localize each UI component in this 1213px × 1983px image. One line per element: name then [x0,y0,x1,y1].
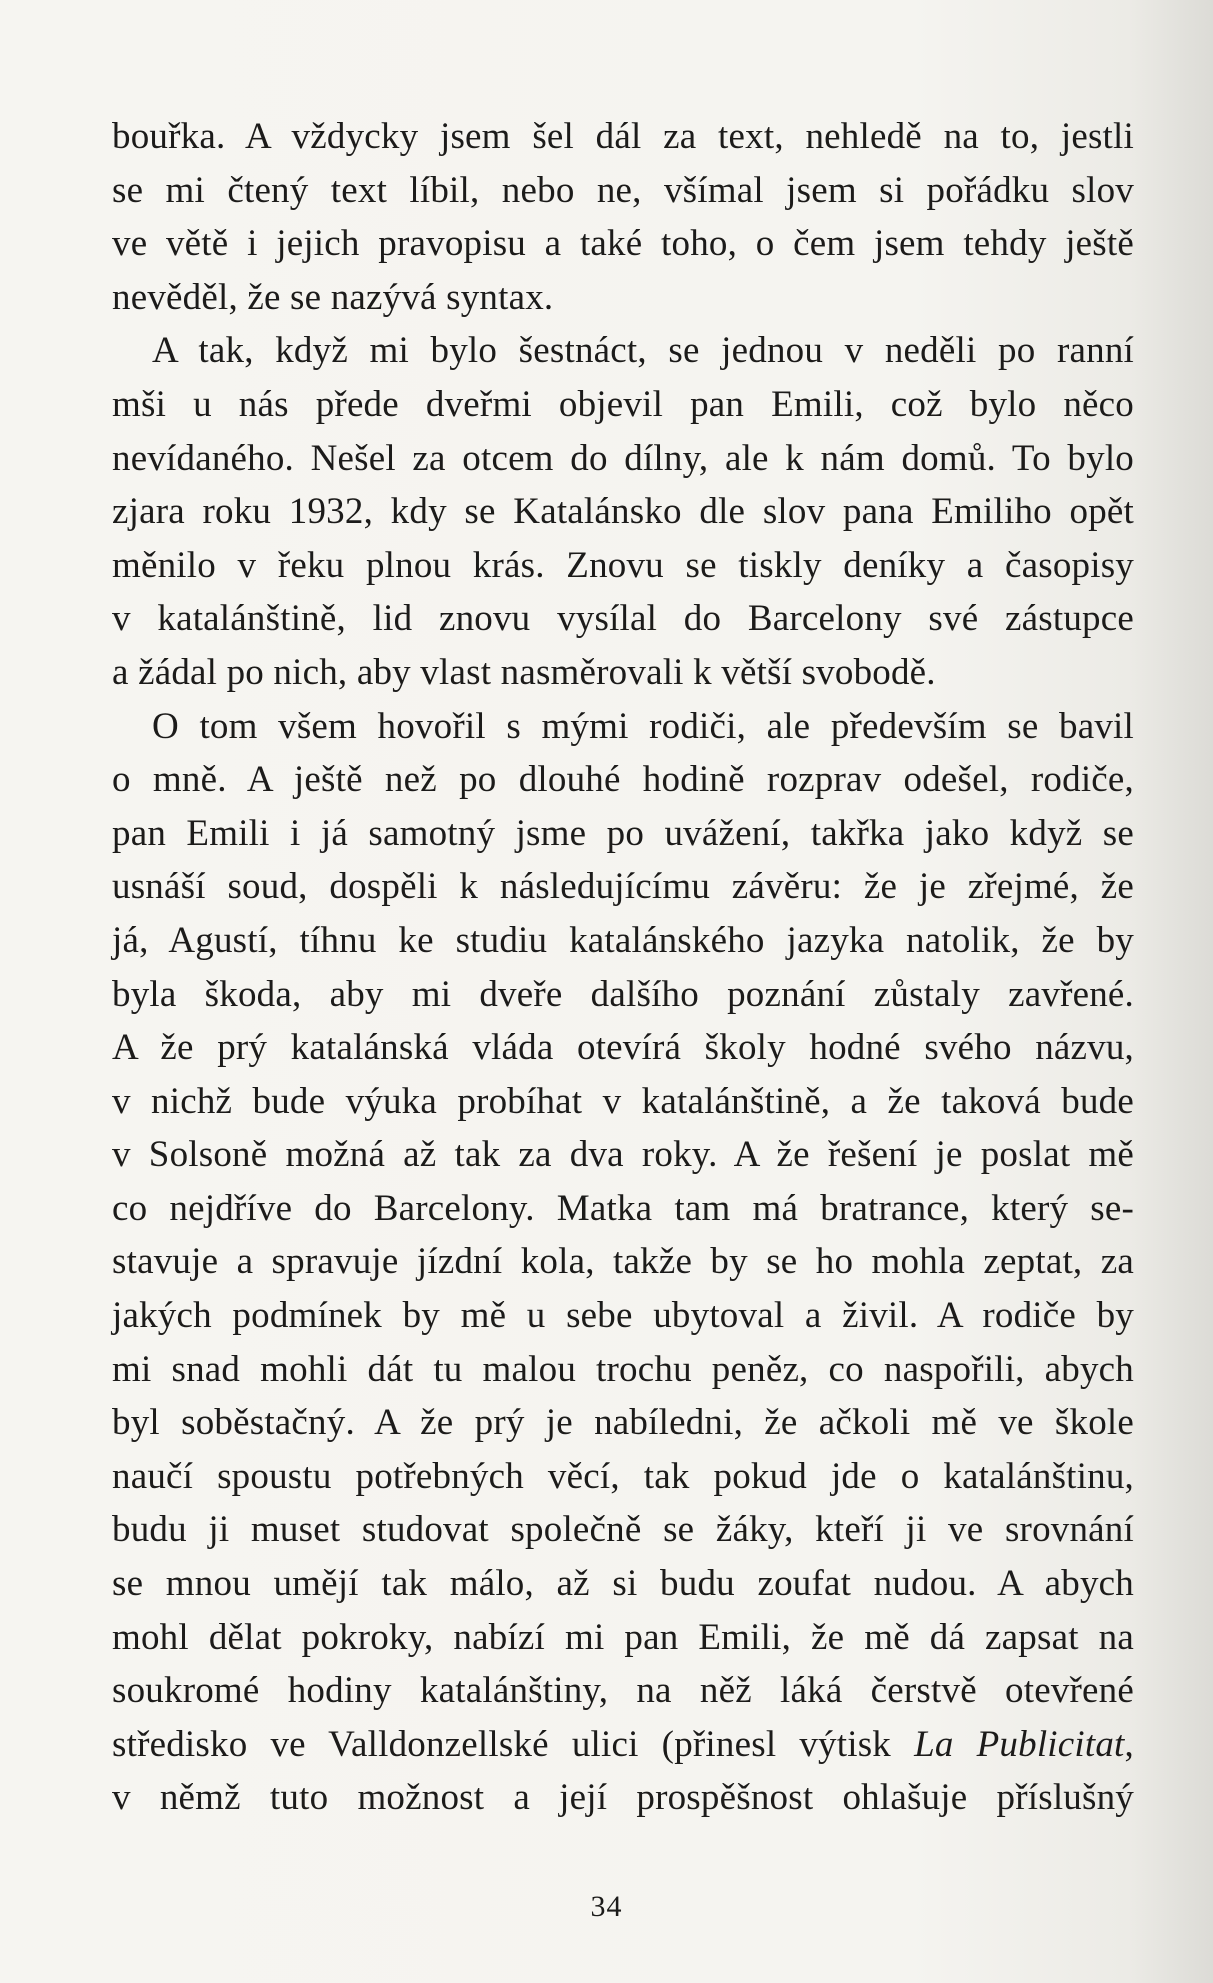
text-line: v němž tuto možnost a její prospěšnost ohlašuje příslušný [112,1777,1134,1819]
text-fragment: , [1124,1723,1134,1765]
text-line: v katalánštině, lid znovu vysílal do Barcelony své zástupce [112,598,1134,640]
text-line: byla škoda, aby mi dveře dalšího poznání zůstaly zavřené. [112,973,1134,1015]
text-line: se mi čtený text líbil, nebo ne, všímal jsem si pořádku slov [112,169,1134,211]
text-line: pan Emili i já samotný jsme po uvážení, takřka jako když se [112,812,1134,854]
text-line: v nichž bude výuka probíhat v katalánštině, a že taková bude [112,1080,1134,1122]
text-line: soukromé hodiny katalánštiny, na něž láká čerstvě otevřené [112,1670,1134,1712]
text-line: nevídaného. Nešel za otcem do dílny, ale k nám domů. To bylo [112,437,1134,479]
body-text [112,110,1134,1825]
text-line: jakých podmínek by mě u sebe ubytoval a živil. A rodiče by [112,1295,1134,1337]
text-line: měnilo v řeku plnou krás. Znovu se tiskly deníky a časopisy [112,544,1134,586]
text-line: mi snad mohli dát tu malou trochu peněz, co naspořili, abych [112,1348,1134,1390]
text-line [112,1718,1134,1772]
text-line: mohl dělat pokroky, nabízí mi pan Emili, že mě dá zapsat na [112,1616,1134,1658]
text-line: O tom všem hovořil s mými rodiči, ale především se bavil [152,705,1134,747]
text-line: v Solsoně možná až tak za dva roky. A že řešení je poslat mě [112,1134,1134,1176]
page-number: 34 [590,1890,623,1923]
text-line: o mně. A ještě než po dlouhé hodině rozprav odešel, rodiče, [112,759,1134,801]
text-line: zjara roku 1932, kdy se Katalánsko dle slov pana Emiliho opět [112,491,1134,533]
text-line: naučí spoustu potřebných věcí, tak pokud jde o katalánštinu, [112,1455,1134,1497]
text-line: stavuje a spravuje jízdní kola, takže by se ho mohla zeptat, za [112,1241,1134,1283]
text-line: A tak, když mi bylo šestnáct, se jednou v neděli po ranní [152,330,1134,372]
text-line: já, Agustí, tíhnu ke studiu katalánského jazyka natolik, že by [112,919,1134,961]
text-line: ve větě i jejich pravopisu a také toho, o čem jsem tehdy ještě [112,223,1134,265]
text-line: a žádal po nich, aby vlast nasměrovali k větší svobodě. [112,651,936,693]
text-line: nevěděl, že se nazývá syntax. [112,276,554,318]
text-line: budu ji muset studovat společně se žáky, kteří ji ve srovnání [112,1509,1134,1551]
text-line: A že prý katalánská vláda otevírá školy hodné svého názvu, [112,1027,1134,1069]
text-line: byl soběstačný. A že prý je nabíledni, že ačkoli mě ve škole [112,1402,1134,1444]
italic-title: La Publicitat [914,1723,1125,1765]
text-fragment: středisko ve Valldonzellské ulici (přinesl výtisk [112,1723,915,1765]
text-line: bouřka. A vždycky jsem šel dál za text, nehledě na to, jestli [112,116,1134,157]
text-line: se mnou umějí tak málo, až si budu zoufat nudou. A abych [112,1563,1134,1605]
text-line: usnáší soud, dospěli k následujícímu závěru: že je zřejmé, že [112,866,1134,908]
text-line: co nejdříve do Barcelony. Matka tam má bratrance, který se- [112,1187,1134,1229]
text-line: mši u nás přede dveřmi objevil pan Emili, což bylo něco [112,383,1134,425]
